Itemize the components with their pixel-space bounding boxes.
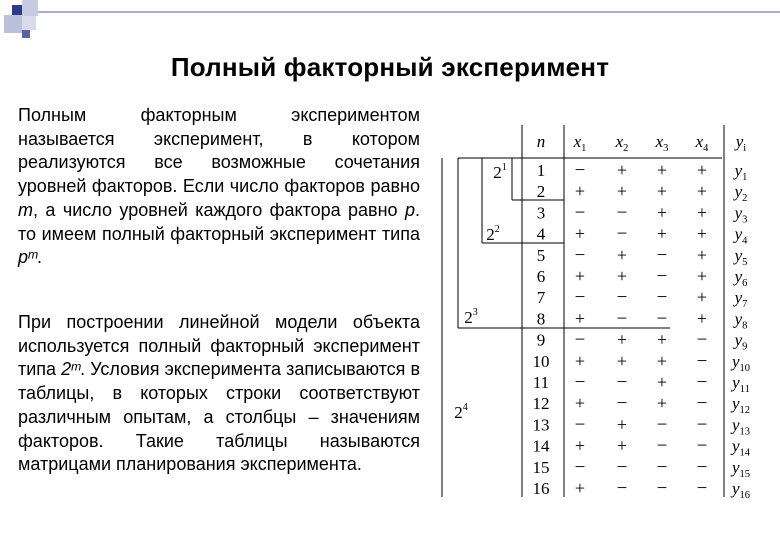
cell-x1: + xyxy=(574,435,586,456)
cell-x3: + xyxy=(656,372,668,392)
cell-x1: + xyxy=(574,350,586,371)
p1-var-pm: pᵐ xyxy=(18,247,38,268)
p1-var-p: p xyxy=(404,199,415,220)
header-x3: $x_3$ xyxy=(655,132,669,154)
cell-x2: − xyxy=(616,223,628,245)
slide-title: Полный факторный эксперимент xyxy=(170,52,610,82)
p1-text-a: Полным факторным экспериментом называется эксперимент, в котором реализуются все возможные сочетания уровней факторов. Если число факторов равно xyxy=(18,105,420,197)
cell-y: $y_{12}$ xyxy=(731,394,751,417)
cell-x2: + xyxy=(616,266,628,286)
header-rule xyxy=(38,11,780,13)
matrix-row xyxy=(537,266,748,289)
cell-x1: − xyxy=(574,329,586,351)
p1-text-b: , а число уровней каждого фактора равно xyxy=(33,199,405,220)
cell-x2: + xyxy=(616,160,628,180)
paragraph-linear-model xyxy=(18,311,420,477)
cell-x1: + xyxy=(574,181,586,202)
cell-x3: − xyxy=(656,287,668,309)
cell-x3: − xyxy=(656,414,668,436)
cell-x1: + xyxy=(574,478,586,498)
p2-text-b: . Условия эксперимента записываются в таблицы, в которых строки соответствуют различным опытам, а столбцы – значениям факторов. Такие таблицы называются матрицами планирования эксперимента. xyxy=(18,359,420,475)
cell-x4: + xyxy=(696,308,708,329)
corner-square-dark-small xyxy=(22,30,30,38)
cell-x1: − xyxy=(574,202,586,224)
cell-y: $y_{13}$ xyxy=(731,415,751,438)
matrix-row xyxy=(537,287,748,310)
matrix-block-labels xyxy=(454,162,507,422)
cell-x1: − xyxy=(574,160,586,181)
cell-x1: + xyxy=(574,393,586,414)
cell-x2: − xyxy=(616,287,628,309)
matrix-row xyxy=(533,372,750,395)
cell-x1: − xyxy=(574,456,586,478)
cell-n: 4 xyxy=(536,224,546,244)
cell-x2: + xyxy=(616,244,628,265)
matrix-row xyxy=(537,330,748,353)
cell-x2: + xyxy=(616,435,628,456)
cell-x3: − xyxy=(656,478,668,499)
cell-x4: − xyxy=(696,329,708,351)
matrix-row xyxy=(533,351,751,374)
matrix-row xyxy=(537,202,748,225)
cell-x3: + xyxy=(656,350,668,371)
matrix-header-row xyxy=(537,132,747,154)
matrix-row xyxy=(537,160,748,183)
cell-y: $y_{14}$ xyxy=(731,436,751,459)
cell-x3: + xyxy=(656,202,668,223)
cell-x2: − xyxy=(616,393,628,415)
cell-x4: − xyxy=(696,350,708,372)
cell-x3: + xyxy=(656,181,668,202)
cell-n: 14 xyxy=(532,436,550,456)
cell-x3: + xyxy=(656,393,668,414)
matrix-lines xyxy=(442,125,724,497)
corner-square-small xyxy=(22,16,36,30)
cell-y: $y_8$ xyxy=(734,309,748,332)
cell-x2: + xyxy=(616,181,628,202)
cell-x2: + xyxy=(616,414,628,435)
p2-text-a: При построении линейной модели объекта используется полный факторный эксперимент типа xyxy=(18,312,420,380)
matrix-row xyxy=(537,181,748,204)
cell-n: 10 xyxy=(532,351,550,371)
cell-x4: + xyxy=(696,223,708,244)
cell-y: $y_1$ xyxy=(734,161,748,183)
p2-var-2m: 2ᵐ xyxy=(61,359,81,380)
cell-y: $y_9$ xyxy=(734,330,748,353)
cell-x2: − xyxy=(616,478,628,499)
cell-x2: − xyxy=(616,202,628,224)
cell-x4: − xyxy=(696,456,708,478)
cell-x1: + xyxy=(574,308,586,329)
matrix-row xyxy=(533,414,751,437)
cell-y: $y_7$ xyxy=(734,288,748,311)
cell-x2: + xyxy=(616,350,628,371)
cell-y: $y_{15}$ xyxy=(731,457,751,480)
cell-x4: + xyxy=(696,202,708,223)
cell-x1: − xyxy=(574,372,586,393)
cell-n: 5 xyxy=(536,245,546,265)
cell-x3: + xyxy=(656,329,668,350)
cell-x4: + xyxy=(696,266,708,286)
matrix-row xyxy=(537,308,748,331)
cell-x3: − xyxy=(656,435,668,457)
cell-n: 3 xyxy=(536,203,546,223)
cell-x4: + xyxy=(696,181,708,202)
cell-y: $y_4$ xyxy=(734,224,748,247)
cell-n: 7 xyxy=(536,288,546,308)
cell-n: 12 xyxy=(532,394,550,414)
cell-n: 9 xyxy=(536,330,546,350)
block-label-2-4: $2^4$ xyxy=(454,402,468,422)
cell-n: 15 xyxy=(532,457,550,477)
cell-x1: − xyxy=(574,414,586,436)
matrix-row xyxy=(533,478,751,501)
cell-y: $y_6$ xyxy=(734,267,748,289)
cell-n: 8 xyxy=(536,309,546,329)
block-label-2-2: $2^2$ xyxy=(486,224,500,244)
cell-x3: − xyxy=(656,308,668,330)
cell-y: $y_{11}$ xyxy=(732,373,750,395)
cell-n: 16 xyxy=(532,479,550,498)
p1-text-d: . xyxy=(37,247,43,268)
corner-decoration xyxy=(0,0,70,50)
cell-x3: − xyxy=(656,244,668,266)
cell-x3: − xyxy=(656,266,668,287)
cell-y: $y_{16}$ xyxy=(731,479,751,501)
block-label-2-1: $2^1$ xyxy=(493,162,507,182)
paragraph-definition xyxy=(18,104,420,270)
cell-x4: + xyxy=(696,160,708,180)
cell-n: 1 xyxy=(536,161,546,180)
p1-text-c: . то имеем полный факторный эксперимент типа xyxy=(18,199,420,244)
cell-x3: + xyxy=(656,223,668,244)
cell-x4: + xyxy=(696,244,708,265)
cell-y: $y_3$ xyxy=(734,203,748,226)
cell-x3: + xyxy=(656,160,668,180)
cell-n: 11 xyxy=(532,373,550,392)
cell-x1: + xyxy=(574,266,586,286)
cell-x4: − xyxy=(696,393,708,415)
header-n: n xyxy=(536,132,546,151)
matrix-row xyxy=(537,245,748,268)
matrix-row xyxy=(533,436,751,459)
cell-y: $y_5$ xyxy=(734,245,748,268)
matrix-row xyxy=(533,393,751,416)
cell-n: 6 xyxy=(536,267,546,286)
block-label-2-3: $2^3$ xyxy=(464,307,478,327)
corner-square-light xyxy=(22,0,38,16)
cell-y: $y_{10}$ xyxy=(731,351,751,374)
cell-y: $y_2$ xyxy=(734,182,748,205)
cell-x1: − xyxy=(574,244,586,266)
cell-x4: − xyxy=(696,372,708,393)
cell-x2: − xyxy=(616,308,628,330)
cell-x4: − xyxy=(696,478,708,499)
cell-x2: − xyxy=(616,372,628,393)
cell-x4: − xyxy=(696,414,708,436)
matrix-row xyxy=(533,457,751,480)
cell-x4: − xyxy=(696,435,708,457)
header-x1: $x_1$ xyxy=(573,132,587,154)
header-yi: $y_i$ xyxy=(735,132,747,154)
matrix-row xyxy=(537,224,748,247)
cell-x3: − xyxy=(656,456,668,478)
header-x4: $x_4$ xyxy=(695,132,709,154)
p1-var-m: m xyxy=(18,199,33,220)
corner-square-mid xyxy=(4,15,22,33)
cell-n: 13 xyxy=(532,415,550,435)
cell-x1: + xyxy=(574,223,586,244)
cell-x2: + xyxy=(616,329,628,350)
cell-x1: − xyxy=(574,287,586,309)
cell-x2: − xyxy=(616,456,628,478)
cell-x4: + xyxy=(696,287,708,308)
matrix-body xyxy=(533,160,751,501)
cell-n: 2 xyxy=(536,182,546,202)
corner-square-dark xyxy=(12,5,22,15)
header-x2: $x_2$ xyxy=(615,132,629,154)
